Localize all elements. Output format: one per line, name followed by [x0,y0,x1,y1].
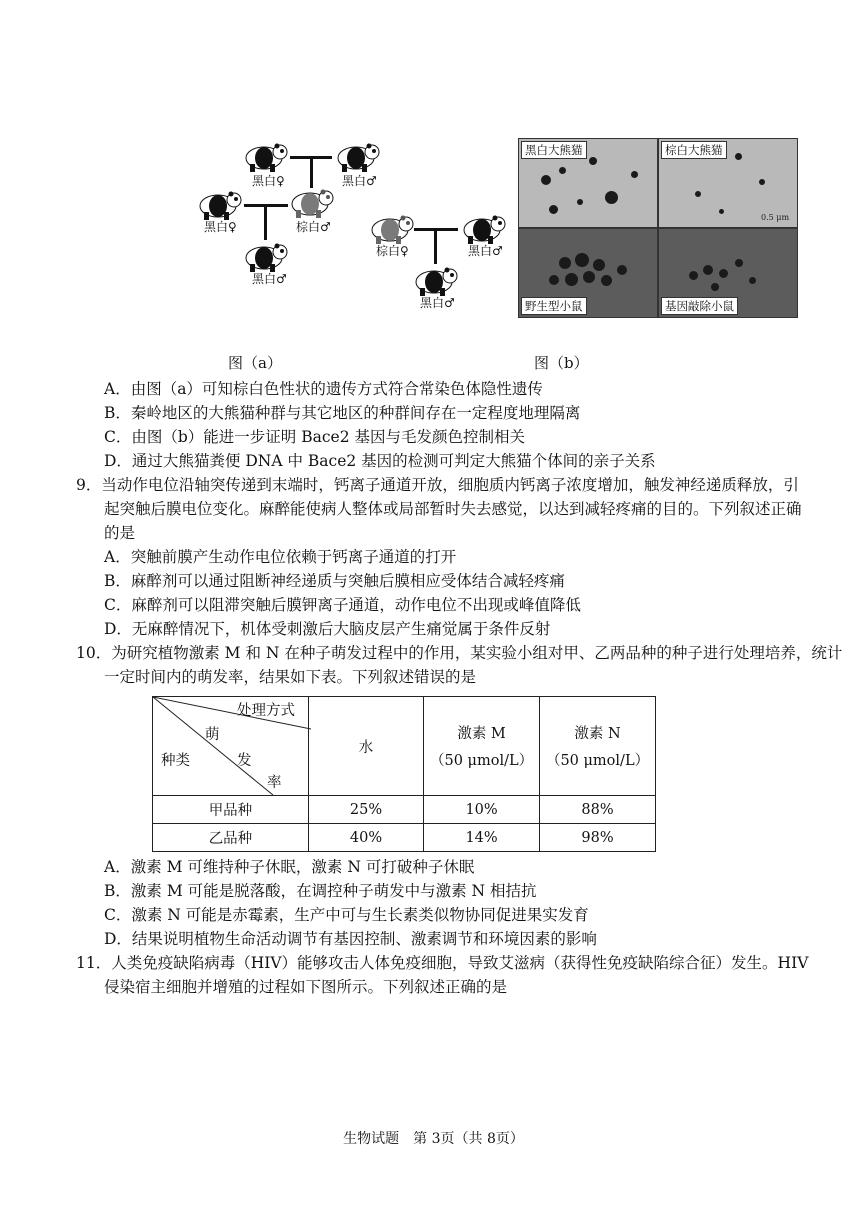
table-row: 乙品种 40% 14% 98% [153,824,656,852]
q8-option-b: B．秦岭地区的大熊猫种群与其它地区的种群间存在一定程度地理隔离 [104,404,581,422]
panda-brown-icon [368,212,414,244]
panda-brown-icon [288,186,334,218]
panel-label: 黑白大熊猫 [521,141,587,159]
pedigree-label: 棕白♂ [296,220,331,234]
panda-icon [334,140,380,172]
figure-b-caption: 图（b） [534,354,589,372]
table-corner-cell [153,697,309,796]
q9-option-a: A．突触前膜产生动作电位依赖于钙离子通道的打开 [104,548,457,566]
micrograph-panel [658,138,798,228]
q11-stem: 11．人类免疫缺陷病毒（HIV）能够攻击人体免疫细胞，导致艾滋病（获得性免疫缺陷综合征）发生。HIV [76,954,809,972]
page-footer: 生物试题 第 3页（共 8页） [343,1131,524,1147]
panda-icon [196,188,242,220]
corner-variety: 种类 [161,753,190,769]
q10-stem: 一定时间内的萌发率，结果如下表。下列叙述错误的是 [104,668,477,686]
panel-label: 棕白大熊猫 [661,141,727,159]
panda-icon [242,240,288,272]
col-header: 激素 M （50 μmol/L） [424,697,540,796]
q10-option-a: A．激素 M 可维持种子休眠，激素 N 可打破种子休眠 [104,858,475,876]
q9-option-d: D．无麻醉情况下，机体受刺激后大脑皮层产生痛觉属于条件反射 [104,620,551,638]
corner-treatment: 处理方式 [237,703,295,719]
col-header: 水 [308,697,423,796]
panda-icon [412,264,458,296]
q10-option-b: B．激素 M 可能是脱落酸，在调控种子萌发中与激素 N 相拮抗 [104,882,537,900]
corner-germ: 率 [267,775,282,791]
pedigree-label: 黑白♂ [252,272,287,286]
q9-option-b: B．麻醉剂可以通过阻断神经递质与突触后膜相应受体结合减轻疼痛 [104,572,565,590]
pedigree-label: 黑白♂ [468,244,503,258]
q8-option-d: D．通过大熊猫粪便 DNA 中 Bace2 基因的检测可判定大熊猫个体间的亲子关系 [104,452,656,470]
pedigree-label: 黑白♀ [204,220,237,234]
q9-option-c: C．麻醉剂可以阻滞突触后膜钾离子通道，动作电位不出现或峰值降低 [104,596,581,614]
q11-stem: 侵染宿主细胞并增殖的过程如下图所示。下列叙述正确的是 [104,978,508,996]
germination-table [152,696,656,852]
col-header: 激素 N （50 μmol/L） [540,697,656,796]
table-row: 甲品种 25% 10% 88% [153,796,656,824]
corner-germ: 发 [237,753,252,769]
q9-stem: 起突触后膜电位变化。麻醉能使病人整体或局部暂时失去感觉，以达到减轻疼痛的目的。下列叙述正确 [104,500,802,518]
panel-label: 野生型小鼠 [521,297,587,315]
micrograph-panel [658,228,798,318]
panda-icon [460,212,506,244]
pedigree-label: 黑白♂ [420,296,455,310]
q10-option-d: D．结果说明植物生命活动调节有基因控制、激素调节和环境因素的影响 [104,930,597,948]
q9-stem: 的是 [104,524,136,542]
panda-icon [242,140,288,172]
figure-a-caption: 图（a） [228,354,282,372]
scale-label: 0.5 μm [761,213,790,222]
micrograph-panel [518,228,658,318]
panel-label: 基因敲除小鼠 [661,297,738,315]
micrograph-panel [518,138,658,228]
q8-option-a: A．由图（a）可知棕白色性状的遗传方式符合常染色体隐性遗传 [104,380,543,398]
corner-germ: 萌 [205,727,220,743]
pedigree-label: 棕白♀ [376,244,409,258]
pedigree-label: 黑白♀ [252,174,285,188]
pedigree-label: 黑白♂ [342,174,377,188]
q10-option-c: C．激素 N 可能是赤霉素，生产中可与生长素类似物协同促进果实发育 [104,906,589,924]
q8-option-c: C．由图（b）能进一步证明 Bace2 基因与毛发颜色控制相关 [104,428,525,446]
q9-stem: 9．当动作电位沿轴突传递到末端时，钙离子通道开放，细胞质内钙离子浓度增加，触发神经递质释放，引 [76,476,799,494]
q10-stem: 10．为研究植物激素 M 和 N 在种子萌发过程中的作用，某实验小组对甲、乙两品种的种子进行处理培养，统计 [76,644,843,662]
